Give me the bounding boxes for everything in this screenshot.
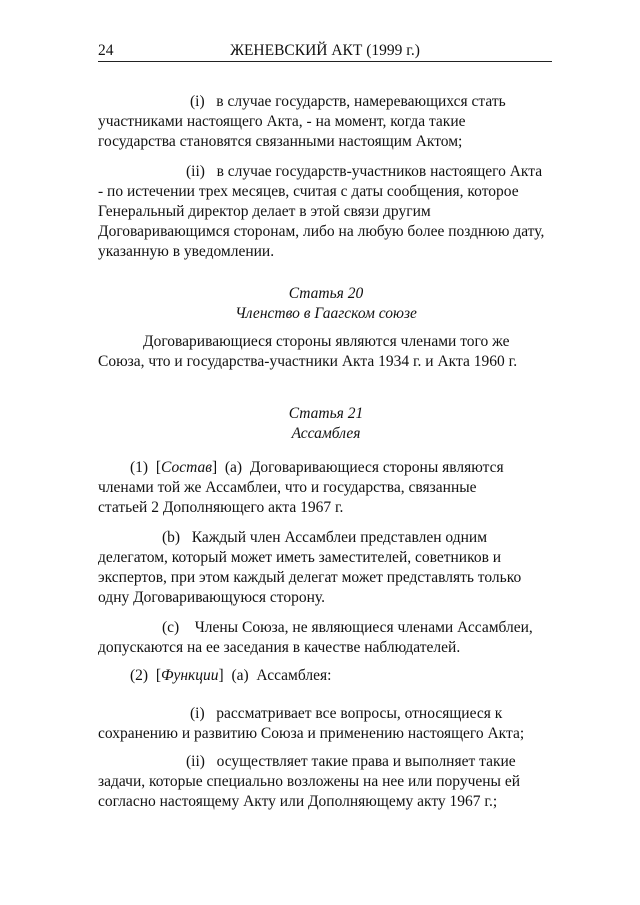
text-line: одну Договаривающуюся сторону. — [98, 589, 325, 606]
paragraph-tag: Функции — [161, 667, 219, 684]
text-line: согласно настоящему Акту или Дополняющему акту 1967 г.; — [98, 793, 498, 810]
article-number: Статья 20 — [288, 285, 364, 302]
item-marker: (b) — [162, 529, 181, 546]
paragraph-2a: (2) [Функции] (a) Ассамблея: — [130, 667, 332, 684]
paragraph-i — [98, 92, 554, 152]
item-marker: (a) — [231, 667, 249, 684]
article-20-text — [98, 332, 554, 372]
text-line: Договаривающиеся стороны являются — [249, 459, 504, 476]
text-line: допускаются на ее заседания в качестве наблюдателей. — [98, 639, 461, 656]
header-title: ЖЕНЕВСКИЙ АКТ (1999 г.) — [230, 42, 420, 59]
article-title: Членство в Гаагском союзе — [235, 305, 417, 322]
text-line: Каждый член Ассамблеи представлен одним — [191, 529, 488, 546]
text-line: Ассамблея: — [256, 667, 332, 684]
paragraph-2a-i — [98, 704, 554, 744]
text-line: Договаривающиеся стороны являются членами того же — [143, 333, 510, 350]
paragraph-2a-ii — [98, 752, 554, 812]
text-line: в случае государств-участников настоящего Акта — [216, 163, 543, 180]
text-line: сохранению и развитию Союза и применению настоящего Акта; — [98, 725, 525, 742]
text-line: государства становятся связанными настоящим Актом; — [98, 133, 463, 150]
paragraph-1c — [98, 618, 554, 658]
text-line: Генеральный директор делает в этой связи другим — [98, 203, 431, 220]
running-header — [98, 41, 552, 62]
text-line: Договаривающимся сторонам, либо на любую более позднюю дату, — [98, 223, 545, 240]
text-line: Союза, что и государства-участники Акта 1934 г. и Акта 1960 г. — [98, 353, 518, 370]
item-marker: (i) — [190, 705, 205, 722]
text-line: рассматривает все вопросы, относящиеся к — [216, 705, 503, 722]
text-line: осуществляет такие права и выполняет такие — [216, 753, 516, 770]
article-21-heading — [98, 404, 554, 444]
article-number: Статья 21 — [288, 405, 364, 422]
item-marker: (ii) — [186, 163, 205, 180]
paragraph-1a: (1) [Состав] (a) Договаривающиеся стороны являются членами той же Ассамблеи, что и государства, связанные статьей 2 Дополняющего акта 1967 г. — [98, 458, 554, 518]
item-marker: (i) — [190, 93, 205, 110]
text-line: экспертов, при этом каждый делегат может представлять только — [98, 569, 522, 586]
text-line: делегатом, который может иметь заместителей, советников и — [98, 549, 502, 566]
text-line: Члены Союза, не являющиеся членами Ассамблеи, — [194, 619, 533, 636]
article-title: Ассамблея — [291, 425, 361, 442]
paragraph-number: (1) — [130, 459, 149, 476]
text-line: - по истечении трех месяцев, считая с даты сообщения, которое — [98, 183, 519, 200]
text-line: в случае государств, намеревающихся стать — [216, 93, 506, 110]
text-line: членами той же Ассамблеи, что и государства, связанные — [98, 479, 477, 496]
paragraph-number: (2) — [130, 667, 149, 684]
paragraph-1b — [98, 528, 554, 608]
text-line: статьей 2 Дополняющего акта 1967 г. — [98, 499, 344, 516]
page-number: 24 — [98, 42, 114, 59]
article-20-heading — [98, 284, 554, 324]
text-line: указанную в уведомлении. — [98, 243, 275, 260]
item-marker: (c) — [162, 619, 180, 636]
item-marker: (a) — [224, 459, 243, 476]
paragraph-tag: Состав — [161, 459, 212, 476]
item-marker: (ii) — [186, 753, 205, 770]
text-line: задачи, которые специально возложены на нее или поручены ей — [98, 773, 521, 790]
text-line: участниками настоящего Акта, - на момент, когда такие — [98, 113, 466, 130]
paragraph-ii — [98, 162, 554, 262]
